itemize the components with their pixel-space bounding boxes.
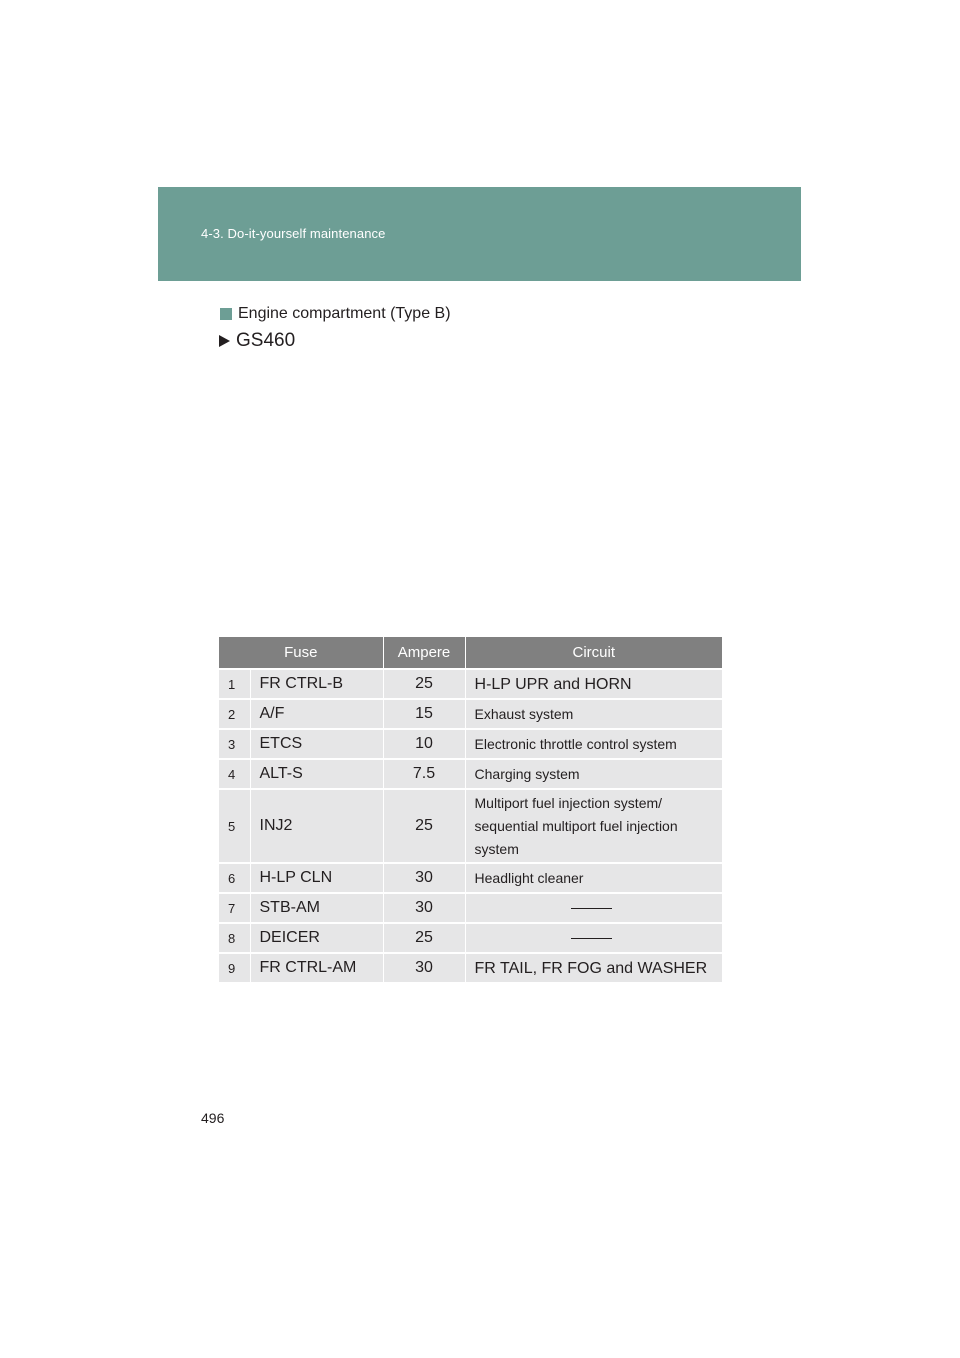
fuse-ampere: 30 <box>383 893 465 923</box>
fuse-ampere: 15 <box>383 699 465 729</box>
fuse-number: 6 <box>219 863 250 893</box>
table-row <box>219 789 722 863</box>
column-header-circuit: Circuit <box>465 637 722 669</box>
fuse-number: 4 <box>219 759 250 789</box>
fuse-circuit: Multiport fuel injection system/ sequential multiport fuel injection system <box>465 789 722 863</box>
fuse-table <box>219 637 722 982</box>
subheading <box>220 305 451 323</box>
table-header-row <box>219 637 722 669</box>
column-header-ampere: Ampere <box>383 637 465 669</box>
model-line <box>219 330 295 352</box>
fuse-circuit: Electronic throttle control system <box>465 729 722 759</box>
fuse-ampere: 25 <box>383 923 465 953</box>
table-row <box>219 923 722 953</box>
fuse-name: H-LP CLN <box>250 863 383 893</box>
fuse-ampere: 10 <box>383 729 465 759</box>
table-row <box>219 699 722 729</box>
dash-line <box>571 908 612 909</box>
table-row <box>219 953 722 982</box>
table-row <box>219 729 722 759</box>
fuse-ampere: 25 <box>383 789 465 863</box>
fuse-name: ALT-S <box>250 759 383 789</box>
fuse-name: STB-AM <box>250 893 383 923</box>
section-label: 4-3. Do-it-yourself maintenance <box>201 226 386 241</box>
table-row <box>219 863 722 893</box>
fuse-number: 9 <box>219 953 250 982</box>
column-header-fuse: Fuse <box>219 637 383 669</box>
dash-line <box>571 938 612 939</box>
fuse-number: 5 <box>219 789 250 863</box>
fuse-name: INJ2 <box>250 789 383 863</box>
fuse-name: A/F <box>250 699 383 729</box>
fuse-circuit: H-LP UPR and HORN <box>465 669 722 699</box>
fuse-circuit-empty <box>465 923 722 953</box>
fuse-circuit: Headlight cleaner <box>465 863 722 893</box>
fuse-number: 3 <box>219 729 250 759</box>
fuse-name: ETCS <box>250 729 383 759</box>
table-row <box>219 759 722 789</box>
fuse-number: 1 <box>219 669 250 699</box>
table-row <box>219 893 722 923</box>
fuse-ampere: 30 <box>383 953 465 982</box>
fuse-ampere: 30 <box>383 863 465 893</box>
section-header-band <box>158 187 801 281</box>
fuse-name: FR CTRL-B <box>250 669 383 699</box>
fuse-circuit: FR TAIL, FR FOG and WASHER <box>465 953 722 982</box>
table-row <box>219 669 722 699</box>
fuse-name: DEICER <box>250 923 383 953</box>
square-bullet-icon <box>220 308 232 320</box>
fuse-number: 8 <box>219 923 250 953</box>
page-number: 496 <box>201 1110 225 1126</box>
fuse-ampere: 7.5 <box>383 759 465 789</box>
fuse-number: 2 <box>219 699 250 729</box>
model-text: GS460 <box>236 330 296 351</box>
fuse-circuit: Exhaust system <box>465 699 722 729</box>
subheading-text: Engine compartment (Type B) <box>238 305 451 322</box>
fuse-circuit-empty <box>465 893 722 923</box>
fuse-number: 7 <box>219 893 250 923</box>
fuse-circuit: Charging system <box>465 759 722 789</box>
fuse-ampere: 25 <box>383 669 465 699</box>
fuse-name: FR CTRL-AM <box>250 953 383 982</box>
triangle-bullet-icon <box>219 335 230 347</box>
